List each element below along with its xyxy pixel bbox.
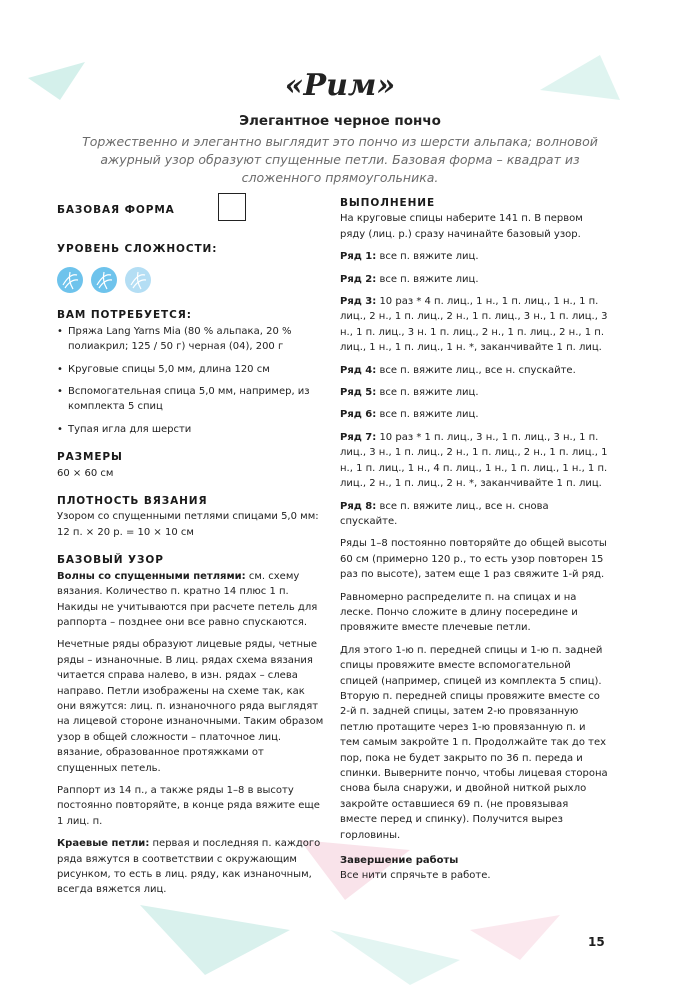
size-text: 60 × 60 см (57, 467, 114, 479)
difficulty-heading: УРОВЕНЬ СЛОЖНОСТИ: (57, 243, 218, 255)
pattern-text: см. схему вязания. Количество п. кратно 14 плюс 1 п. Накиды не учитываются при расчете петель для раппорта – позднее они все равно спускаются. (57, 570, 318, 628)
page-subtitle: Элегантное черное пончо (239, 113, 441, 129)
row-text: все п. вяжите лиц. (376, 387, 479, 399)
square-shape-icon (218, 193, 246, 221)
edge-lead: Краевые петли: (57, 838, 150, 850)
row-label: Ряд 6: (340, 409, 377, 421)
row-label: Ряд 7: (340, 431, 377, 443)
list-item: • Круговые спицы 5,0 мм, длина 120 см (57, 362, 327, 377)
mint-triangle-bottom-left (140, 905, 290, 975)
row-instruction (340, 385, 608, 400)
yarn-ball-icon (57, 267, 83, 293)
list-item: • Пряжа Lang Yarns Mia (80 % альпака, 20 % полиакрил; 125 / 50 г) черная (04), 200 г (57, 324, 327, 355)
row-text: все п. вяжите лиц. (376, 273, 479, 285)
gauge-heading: ПЛОТНОСТЬ ВЯЗАНИЯ (57, 495, 208, 508)
row-label: Ряд 2: (340, 273, 377, 285)
pattern-paragraph-3: Раппорт из 14 п., а также ряды 1–8 в высоту постоянно повторяйте, в конце ряда вяжите еще 1 лиц. п. (57, 784, 320, 827)
base-form-heading: БАЗОВАЯ ФОРМА (57, 204, 175, 216)
instructions-intro: На круговые спицы наберите 141 п. В первом ряду (лиц. р.) сразу начинайте базовый узор. (340, 213, 583, 240)
pattern-heading: БАЗОВЫЙ УЗОР (57, 554, 164, 567)
row-instruction (340, 249, 608, 264)
size-heading: РАЗМЕРЫ (57, 451, 123, 464)
list-item: • Вспомогательная спица 5,0 мм, например, из комплекта 5 спиц (57, 384, 327, 415)
pattern-paragraph (57, 569, 327, 631)
base-form-row (57, 196, 327, 224)
difficulty-balls (57, 267, 327, 295)
row-text: все п. вяжите лиц., все н. снова спускайте. (340, 500, 549, 527)
row-instruction (340, 407, 608, 422)
row-instruction (340, 272, 608, 287)
page-number: 15 (588, 935, 605, 949)
page-title: «Рим» (284, 68, 396, 103)
row-text: все п. вяжите лиц., все н. спускайте. (376, 364, 576, 376)
row-instruction (340, 499, 608, 530)
row-text: 10 раз * 4 п. лиц., 1 н., 1 п. лиц., 1 н., 1 п. лиц., 2 н., 1 п. лиц., 2 н., 1 п. лиц., 3 н., 1 п. лиц., 3 н., 1 п. лиц., 3 н. 1 п. лиц., 2 н., 1 п. лиц., 2 н., 1 п. лиц., 1 н., 1 п. лиц., 1 н. *, заканчивайте 1 п. лиц. (340, 296, 608, 354)
edge-paragraph (57, 836, 327, 898)
list-item: • Тупая игла для шерсти (57, 422, 327, 437)
row-label: Ряд 3: (340, 296, 377, 308)
row-text: все п. вяжите лиц. (376, 409, 479, 421)
left-column (57, 196, 327, 898)
yarn-ball-icon (125, 267, 151, 293)
mint-triangle-bottom-center (330, 930, 460, 985)
row-label: Ряд 5: (340, 387, 377, 399)
pattern-paragraph-2: Нечетные ряды образуют лицевые ряды, четные ряды – изнаночные. В лиц. рядах схема вязания читается справа налево, в изн. рядах – слева направо. Петли изображены на схеме так, как они вяжутся: лиц. п. изнаночного ряда выглядят на лицевой стороне изнаночными. Таким образом узор в общей сложности – платочное лиц. вязание, образованное протяжками от спущенных петель. (57, 639, 324, 774)
finish-heading: Завершение работы (340, 855, 459, 867)
pattern-lead: Волны со спущенными петлями: (57, 570, 246, 582)
row-label: Ряд 8: (340, 500, 377, 512)
instructions-heading: ВЫПОЛНЕНИЕ (340, 197, 436, 209)
right-column (340, 196, 608, 884)
row-instruction (340, 294, 608, 356)
row-text: все п. вяжите лиц. (376, 251, 479, 263)
row-text: 10 раз * 1 п. лиц., 3 н., 1 п. лиц., 3 н., 1 п. лиц., 3 н., 1 п. лиц., 2 н., 1 п. лиц., 2 н., 1 п. лиц., 1 н., 1 п. лиц., 1 н., 4 п. лиц., 1 н., 1 п. лиц., 1 н., 1 п. лиц., 2 н., 1 п. лиц., 2 н. *, заканчивайте 1 п. лиц. (340, 431, 608, 490)
materials-heading: ВАМ ПОТРЕБУЕТСЯ: (57, 309, 192, 322)
row-label: Ряд 1: (340, 251, 377, 263)
row-label: Ряд 4: (340, 364, 377, 376)
repeat-paragraph: Ряды 1–8 постоянно повторяйте до общей высоты 60 см (примерно 120 р., то есть узор повторен 15 раз по высоте), затем еще 1 раз свяжите 1-й ряд. (340, 538, 607, 581)
finish-text: Все нити спрячьте в работе. (340, 870, 491, 882)
row-instruction (340, 363, 608, 378)
distribute-paragraph: Равномерно распределите п. на спицах и на леске. Пончо сложите в длину посередине и провяжите вместе плечевые петли. (340, 591, 578, 634)
join-paragraph: Для этого 1-ю п. передней спицы и 1-ю п. задней спицы провяжите вместе вспомогательной спицей (например, спицей из комплекта 5 спиц). Вторую п. передней спицы провяжите вместе со 2-й п. задней спицы, затем 2-ю провязанную петлю протащите через 1-ю провязанную п. и тем самым закройте 1 п. Продолжайте так до тех пор, пока не будет закрыто по 36 п. переда и спинки. Выверните пончо, чтобы лицевая сторона снова была снаружи, и двойной ниткой рыхло закройте оставшиеся 69 п. (не провязывая вместе перед и спинку). Получится вырез горловины. (340, 644, 608, 841)
edge-text: первая и последняя п. каждого ряда вяжутся в соответствии с окружающим рисунком, то есть в лиц. ряду, как изнаночным, всегда вяжется лиц. (57, 838, 321, 896)
intro-text: Торжественно и элегантно выглядит это пончо из шерсти альпака; волновой ажурный узор образуют спущенные петли. Базовая форма – квадрат из сложенного прямоугольника. (82, 134, 598, 185)
yarn-ball-icon (91, 267, 117, 293)
pink-triangle-bottom-right (470, 915, 560, 960)
row-instruction (340, 430, 608, 492)
gauge-text: Узором со спущенными петлями спицами 5,0 мм: 12 п. × 20 р. = 10 × 10 см (57, 511, 319, 538)
materials-list (57, 324, 327, 437)
